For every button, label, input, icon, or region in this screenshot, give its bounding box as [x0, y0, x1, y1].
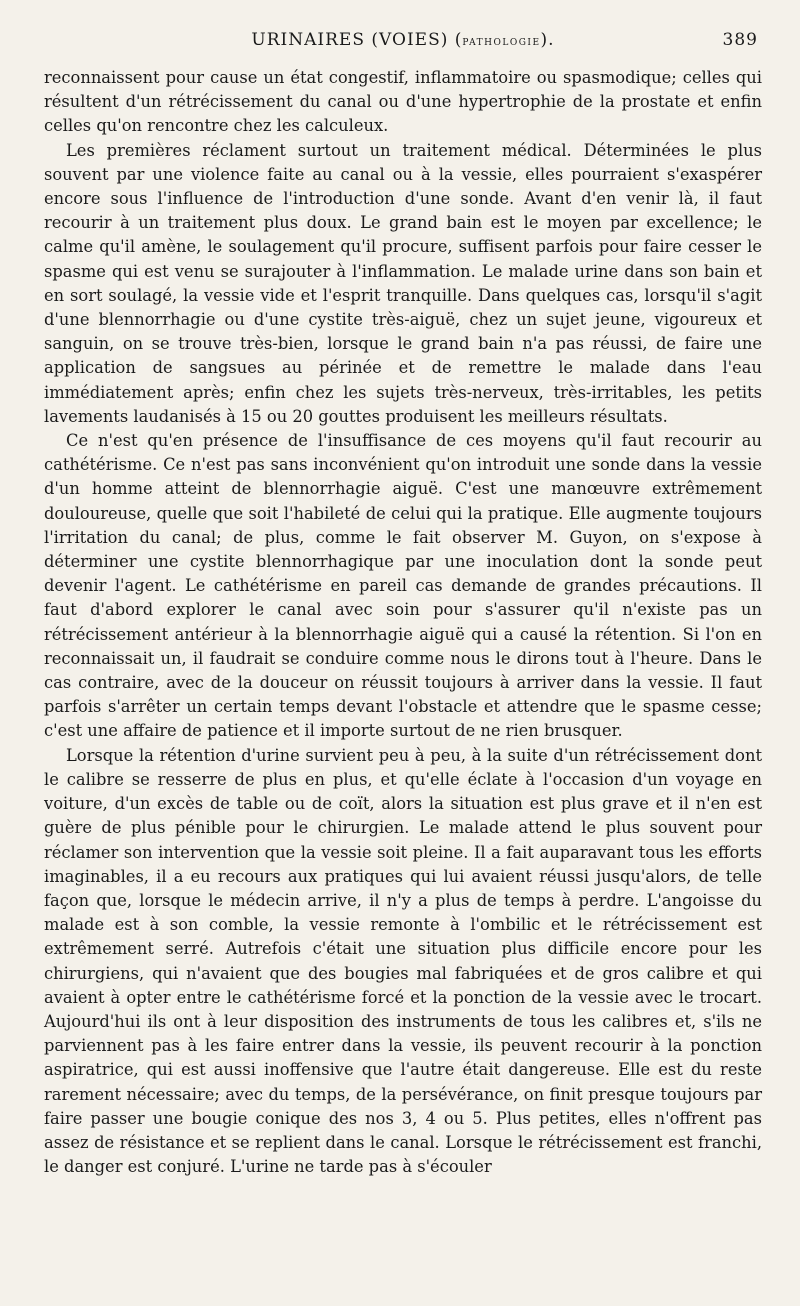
running-head — [44, 30, 762, 66]
running-title — [251, 30, 554, 50]
paragraph-1: reconnaissent pour cause un état congestif, inflammatoire ou spasmodique; celles qui résultent d'un rétrécissement du canal ou d'une hypertrophie de la prostate et enfin celles qu'on rencontre chez les calculeux. — [44, 68, 762, 136]
page-number: 389 — [722, 30, 758, 50]
body-text — [44, 66, 762, 1179]
paragraph-3: Ce n'est qu'en présence de l'insuffisance de ces moyens qu'il faut recourir au cathétérisme. Ce n'est pas sans inconvénient qu'on introduit une sonde dans la vessie d'un homme atteint de blennorrhagie aiguë. C'est une manœuvre extrêmement douloureuse, quelle que soit l'habileté de celui qui la pratique. Elle augmente toujours l'irritation du canal; de plus, comme le fait observer M. Guyon, on s'expose à déterminer une cystite blennorrhagique par une inoculation dont la sonde peut devenir l'agent. Le cathétérisme en pareil cas demande de grandes précautions. Il faut d'abord explorer le canal avec soin pour s'assurer qu'il n'existe pas un rétrécissement antérieur à la blennorrhagie aiguë qui a causé la rétention. Si l'on en reconnaissait un, il faudrait se conduire comme nous le dirons tout à l'heure. Dans le cas contraire, avec de la douceur on réussit toujours à arriver dans la vessie. Il faut parfois s'arrêter un certain temps devant l'obstacle et attendre que le spasme cesse; c'est une affaire de patience et il importe surtout de ne rien brusquer. — [44, 431, 762, 741]
running-title-subtitle: pathologie — [462, 34, 541, 49]
paragraph-4: Lorsque la rétention d'urine survient peu à peu, à la suite d'un rétrécissement dont le calibre se resserre de plus en plus, et qu'elle éclate à l'occasion d'un voyage en voiture, d'un excès de table ou de coït, alors la situation est plus grave et il n'en est guère de plus pénible pour le chirurgien. Le malade attend le plus souvent pour réclamer son intervention que la vessie soit pleine. Il a fait auparavant tous les efforts imaginables, il a eu recours aux pratiques qui lui avaient réussi jusqu'alors, de telle façon que, lorsque le médecin arrive, il n'y a plus de temps à perdre. L'angoisse du malade est à son comble, la vessie remonte à l'ombilic et le rétrécissement est extrêmement serré. Autrefois c'était une situation plus difficile encore pour les chirurgiens, qui n'avaient que des bougies mal fabriquées et de gros calibre et qui avaient à opter entre le cathétérisme forcé et la ponction de la vessie avec le trocart. Aujourd'hui ils ont à leur disposition des instruments de tous les calibres et, s'ils ne parviennent pas à les faire entrer dans la vessie, ils peuvent recourir à la ponction aspiratrice, qui est aussi inoffensive que l'autre était dangereuse. Elle est du reste rarement nécessaire; avec du temps, de la persévérance, on finit presque toujours par faire passer une bougie conique des nos 3, 4 ou 5. Plus petites, elles n'offrent pas assez de résistance et se replient dans le canal. Lorsque le rétrécissement est franchi, le danger est conjuré. L'urine ne tarde pas à s'écouler — [44, 745, 762, 1177]
running-title-end: ). — [540, 30, 555, 50]
paragraph-2: Les premières réclament surtout un traitement médical. Déterminées le plus souvent par une violence faite au canal ou à la vessie, elles pourraient s'exaspérer encore sous l'influence de l'introduction d'une sonde. Avant d'en venir là, il faut recourir à un traitement plus doux. Le grand bain est le moyen par excellence; le calme qu'il amène, le soulagement qu'il procure, suffisent parfois pour faire cesser le spasme qui est venu se surajouter à l'inflammation. Le malade urine dans son bain et en sort soulagé, la vessie vide et l'esprit tranquille. Dans quelques cas, lorsqu'il s'agit d'une blennorrhagie ou d'une cystite très-aiguë, chez un sujet jeune, vigoureux et sanguin, on se trouve très-bien, lorsque le grand bain n'a pas réussi, de faire une application de sangsues au périnée et de remettre le malade dans l'eau immédiatement après; enfin chez les sujets très-nerveux, très-irritables, les petits lavements laudanisés à 15 ou 20 gouttes produisent les meilleurs résultats. — [44, 140, 762, 426]
running-title-main: URINAIRES (VOIES) ( — [251, 30, 463, 50]
